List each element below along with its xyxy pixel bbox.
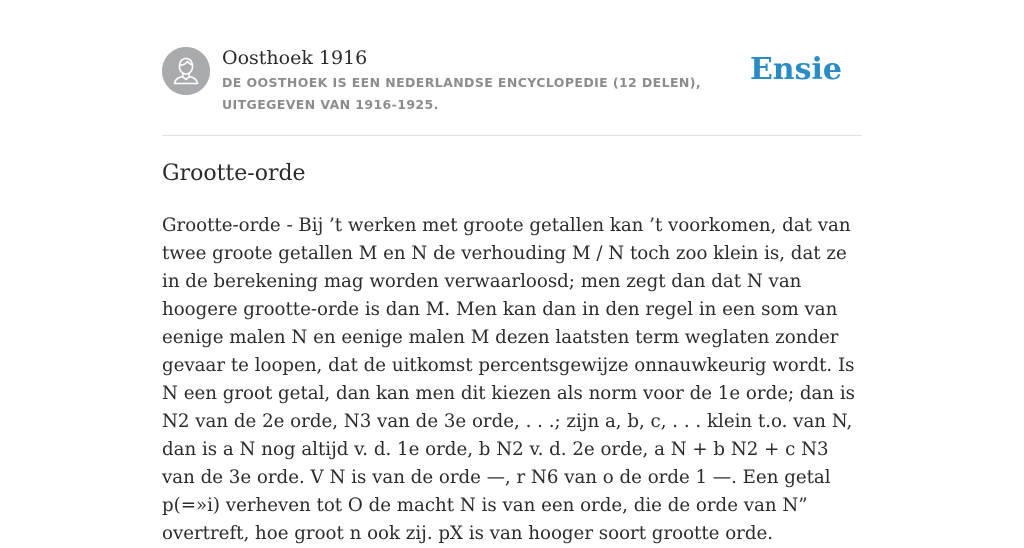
ensie-logo[interactable]: Ensie: [749, 52, 842, 87]
user-silhouette-icon: [162, 47, 210, 95]
user-avatar-icon[interactable]: [162, 47, 210, 95]
source-title[interactable]: Oosthoek 1916: [222, 47, 368, 69]
header-divider: [162, 135, 862, 136]
source-header: [162, 46, 862, 118]
article-body: Grootte-orde - Bij ’t werken met groote getallen kan ’t voorkomen, dat van twee groote getallen M en N de verhouding M / N toch zoo klein is, dat ze in de berekening mag worden verwaarloosd; men zegt dan dat N van hoogere grootte-orde is dan M. Men kan dan in den regel in een som van eenige malen N en eenige malen M dezen laatsten term weglaten zonder gevaar te loopen, dat de uitkomst percentsgewijze onnauwkeurig wordt. Is N een groot getal, dan kan men dit kiezen als norm voor de 1e orde; dan is N2 van de 2e orde, N3 van de 3e orde, . . .; zijn a, b, c, . . . klein t.o. van N, dan is a N nog altijd v. d. 1e orde, b N2 v. d. 2e orde, a N + b N2 + c N3 van de 3e orde. V N is van de orde —, r N6 van o de orde 1 —. Een getal p(=»i) verheven tot O de macht N is van een orde, die de orde van N” overtreft, hoe groot n ook zij. pX is van hooger soort grootte orde.: [162, 215, 856, 544]
article-title: Grootte-orde: [162, 161, 306, 186]
source-description: DE OOSTHOEK IS EEN NEDERLANDSE ENCYCLOPEDIE (12 DELEN), UITGEGEVEN VAN 1916-1925.: [222, 75, 702, 112]
